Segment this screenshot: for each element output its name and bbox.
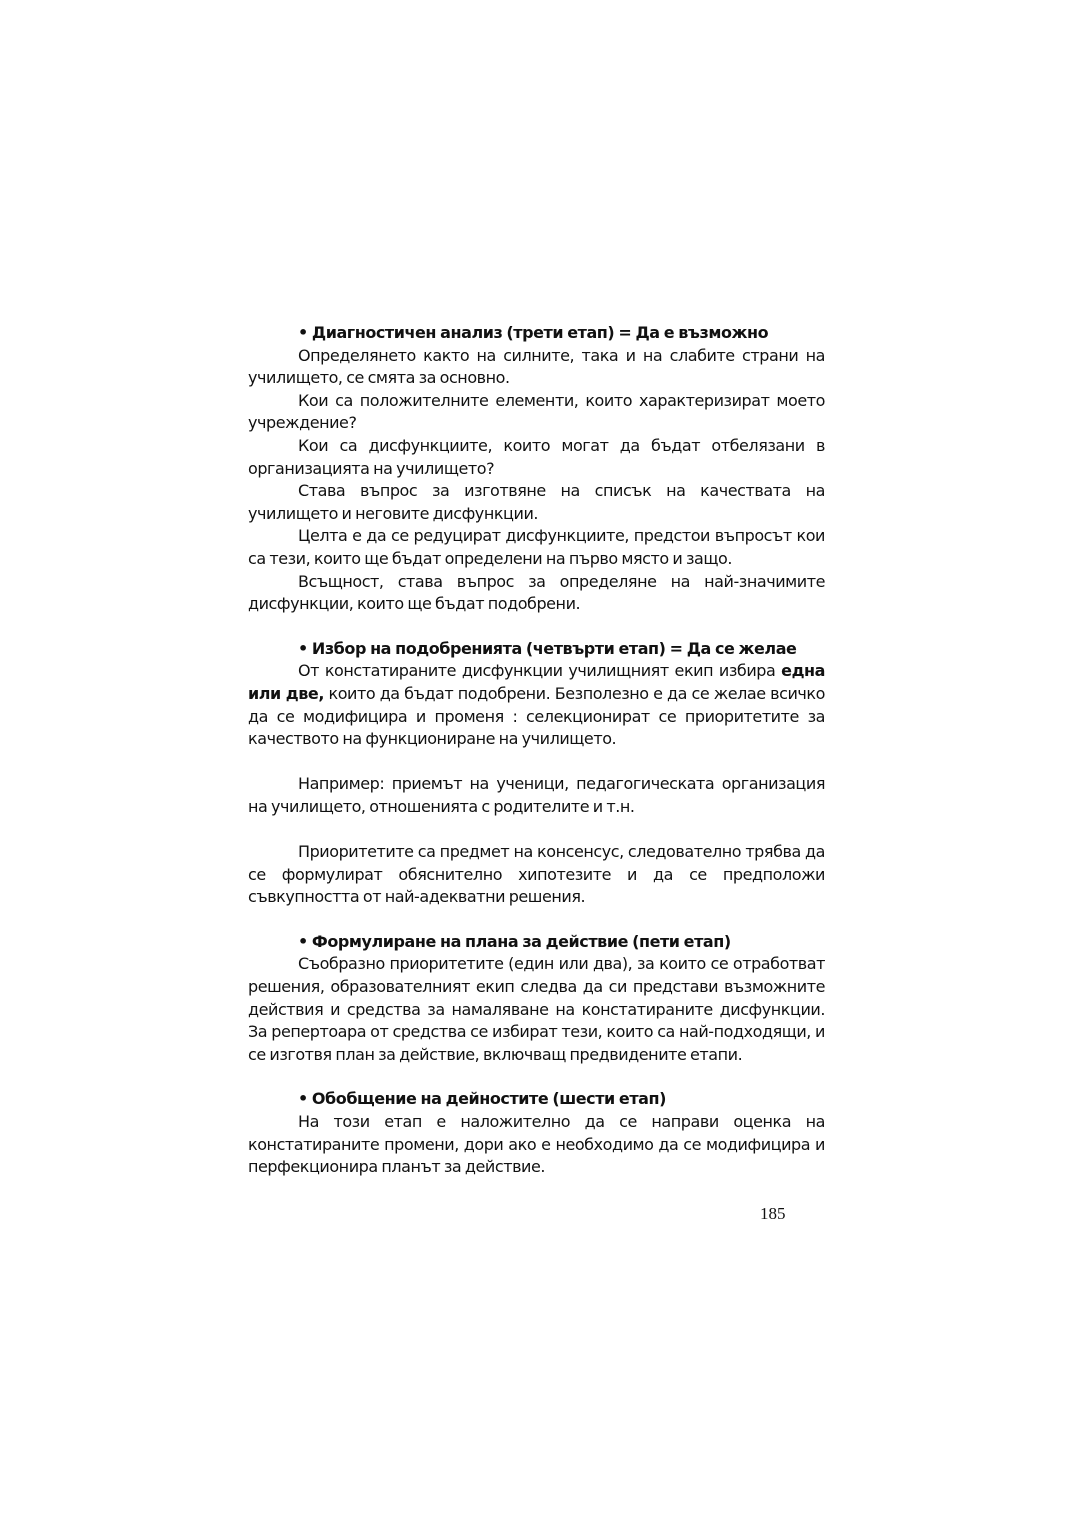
section-heading-improvements: • Избор на подобренията (четвърти етап) = Да се желае [298,638,797,658]
paragraph: На този етап е наложително да се направи оценка на констатираните промени, дори ако е необходимо да се модифицира и перфекционира планът за действие. [248,1112,825,1177]
paragraph: Целта е да се редуцират дисфункциите, предстои въпросът кои са тези, които ще бъдат определени на първо място и защо. [248,526,825,568]
section-heading-action-plan: • Формулиране на плана за действие (пети етап) [298,931,731,951]
paragraph: Например: приемът на ученици, педагогическата организация на училището, отношенията с родителите и т.н. [248,774,825,816]
paragraph-text: които да бъдат подобрени. Безполезно е да се желае всичко да се модифицира и променя : селекционират се приоритетите за качеството на функциониране на училището. [248,683,825,749]
paragraph: Съобразно приоритетите (един или два), за които се отработват решения, образователният екип следва да си представи възможните действия и средства за намаляване на констатираните дисфункции. За репертоара от средства се избират тези, които са най-подходящи, и се изготвя план за действие, включващ предвидените етапи. [248,954,825,1064]
paragraph: Всъщност, става въпрос за определяне на най-значимите дисфункции, които ще бъдат подобрени. [248,571,825,614]
spacer [248,1066,825,1088]
page-number: 185 [760,1204,786,1223]
paragraph [248,660,825,750]
page-text [248,322,825,1179]
spacer [248,909,825,931]
emphasis-text: една или две, [248,661,825,703]
spacer [248,616,825,638]
spacer [248,751,825,774]
paragraph: Приоритетите са предмет на консенсус, следователно трябва да се формулират обяснително хипотезите и да се предположи съвкупността от най-адекватни решения. [248,842,825,907]
section-heading-summary: • Обобщение на дейностите (шести етап) [298,1089,666,1109]
paragraph: Кои са дисфункциите, които могат да бъдат отбелязани в организацията на училището? [248,435,825,478]
paragraph-text: От констатираните дисфункции училищният екип избира [298,661,782,681]
paragraph: Определянето както на силните, така и на слабите страни на училището, се смята за основно. [248,345,825,388]
paragraph: Кои са положителните елементи, които характеризират моето учреждение? [248,390,825,433]
spacer [248,818,825,841]
paragraph: Става въпрос за изготвяне на списък на качествата на училището и неговите дисфункции. [248,481,825,523]
section-heading-diagnostic: • Диагностичен анализ (трети етап) = Да е възможно [298,323,769,342]
